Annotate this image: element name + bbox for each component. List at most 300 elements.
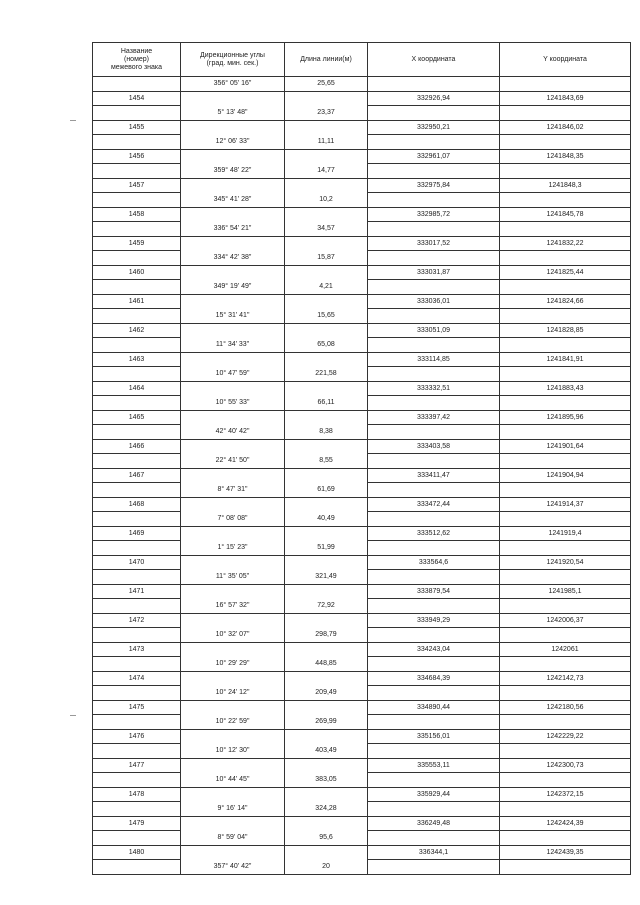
empty-cell bbox=[285, 120, 368, 135]
boundary-coordinates-table bbox=[92, 42, 631, 875]
marker-name: 1458 bbox=[93, 207, 181, 222]
segment-row bbox=[93, 280, 631, 295]
x-coordinate: 334890,44 bbox=[368, 700, 500, 715]
empty-cell bbox=[93, 309, 181, 324]
empty-cell bbox=[285, 613, 368, 628]
header-line-length: Длина линии(м) bbox=[285, 43, 368, 77]
empty-cell bbox=[181, 729, 285, 744]
direction-angle: 334° 42' 38" bbox=[181, 251, 285, 266]
empty-cell bbox=[368, 831, 500, 846]
x-coordinate: 333036,01 bbox=[368, 294, 500, 309]
direction-angle: 15° 31' 41" bbox=[181, 309, 285, 324]
x-coordinate: 335929,44 bbox=[368, 787, 500, 802]
empty-cell bbox=[285, 642, 368, 657]
empty-cell bbox=[285, 410, 368, 425]
marker-name: 1462 bbox=[93, 323, 181, 338]
line-length: 40,49 bbox=[285, 512, 368, 527]
empty-cell bbox=[181, 207, 285, 222]
point-row bbox=[93, 439, 631, 454]
direction-angle: 12° 06' 33" bbox=[181, 135, 285, 150]
empty-cell bbox=[285, 758, 368, 773]
coordinates-sheet bbox=[92, 42, 627, 875]
empty-cell bbox=[368, 367, 500, 382]
y-coordinate: 1241828,85 bbox=[500, 323, 631, 338]
point-row bbox=[93, 323, 631, 338]
segment-row bbox=[93, 454, 631, 469]
empty-cell bbox=[93, 773, 181, 788]
empty-cell bbox=[368, 164, 500, 179]
marker-name: 1468 bbox=[93, 497, 181, 512]
empty-cell bbox=[368, 570, 500, 585]
line-length: 448,85 bbox=[285, 657, 368, 672]
empty-cell bbox=[368, 338, 500, 353]
empty-cell bbox=[368, 106, 500, 121]
line-length: 25,65 bbox=[285, 77, 368, 92]
x-coordinate: 335553,11 bbox=[368, 758, 500, 773]
empty-cell bbox=[181, 497, 285, 512]
marker-name: 1469 bbox=[93, 526, 181, 541]
direction-angle: 9° 16' 14" bbox=[181, 802, 285, 817]
empty-cell bbox=[500, 802, 631, 817]
x-coordinate: 332961,07 bbox=[368, 149, 500, 164]
empty-cell bbox=[500, 309, 631, 324]
marker-name: 1461 bbox=[93, 294, 181, 309]
direction-angle: 349° 19' 49" bbox=[181, 280, 285, 295]
empty-cell bbox=[500, 657, 631, 672]
line-length: 383,05 bbox=[285, 773, 368, 788]
x-coordinate: 333051,09 bbox=[368, 323, 500, 338]
empty-cell bbox=[181, 294, 285, 309]
y-coordinate: 1242300,73 bbox=[500, 758, 631, 773]
line-length: 15,87 bbox=[285, 251, 368, 266]
empty-cell bbox=[285, 468, 368, 483]
header-marker-name: Название (номер) межевого знака bbox=[93, 43, 181, 77]
empty-cell bbox=[368, 599, 500, 614]
line-length: 10,2 bbox=[285, 193, 368, 208]
direction-angle: 5° 13' 48" bbox=[181, 106, 285, 121]
empty-cell bbox=[368, 686, 500, 701]
point-row bbox=[93, 845, 631, 860]
empty-cell bbox=[368, 860, 500, 875]
empty-cell bbox=[93, 657, 181, 672]
empty-cell bbox=[500, 715, 631, 730]
point-row bbox=[93, 642, 631, 657]
empty-cell bbox=[500, 106, 631, 121]
empty-cell bbox=[368, 396, 500, 411]
empty-cell bbox=[285, 700, 368, 715]
empty-cell bbox=[285, 178, 368, 193]
empty-cell bbox=[285, 207, 368, 222]
empty-cell bbox=[500, 541, 631, 556]
empty-cell bbox=[285, 323, 368, 338]
empty-cell bbox=[368, 541, 500, 556]
direction-angle: 336° 54' 21" bbox=[181, 222, 285, 237]
x-coordinate: 333017,52 bbox=[368, 236, 500, 251]
y-coordinate: 1241985,1 bbox=[500, 584, 631, 599]
point-row bbox=[93, 265, 631, 280]
empty-cell bbox=[181, 323, 285, 338]
segment-row bbox=[93, 251, 631, 266]
empty-cell bbox=[500, 396, 631, 411]
direction-angle: 356° 05' 16" bbox=[181, 77, 285, 92]
y-coordinate: 1241919,4 bbox=[500, 526, 631, 541]
empty-cell bbox=[93, 715, 181, 730]
marker-name: 1470 bbox=[93, 555, 181, 570]
empty-cell bbox=[500, 425, 631, 440]
empty-cell bbox=[500, 367, 631, 382]
empty-cell bbox=[93, 541, 181, 556]
direction-angle: 10° 29' 29" bbox=[181, 657, 285, 672]
marker-name: 1454 bbox=[93, 91, 181, 106]
line-length: 72,92 bbox=[285, 599, 368, 614]
empty-cell bbox=[500, 860, 631, 875]
direction-angle: 345° 41' 28" bbox=[181, 193, 285, 208]
empty-cell bbox=[93, 367, 181, 382]
point-row bbox=[93, 671, 631, 686]
point-row bbox=[93, 381, 631, 396]
empty-cell bbox=[368, 135, 500, 150]
direction-angle: 10° 12' 30" bbox=[181, 744, 285, 759]
empty-cell bbox=[93, 251, 181, 266]
table-body bbox=[93, 77, 631, 875]
segment-row bbox=[93, 367, 631, 382]
point-row bbox=[93, 178, 631, 193]
empty-cell bbox=[500, 251, 631, 266]
empty-cell bbox=[285, 584, 368, 599]
empty-cell bbox=[93, 454, 181, 469]
segment-row bbox=[93, 222, 631, 237]
direction-angle: 8° 47' 31" bbox=[181, 483, 285, 498]
empty-cell bbox=[285, 787, 368, 802]
segment-row bbox=[93, 396, 631, 411]
empty-cell bbox=[500, 628, 631, 643]
point-row bbox=[93, 294, 631, 309]
empty-cell bbox=[93, 802, 181, 817]
empty-cell bbox=[181, 584, 285, 599]
scan-mark bbox=[70, 120, 76, 121]
direction-angle: 1° 15' 23" bbox=[181, 541, 285, 556]
line-length: 269,99 bbox=[285, 715, 368, 730]
y-coordinate: 1241848,35 bbox=[500, 149, 631, 164]
empty-cell bbox=[181, 265, 285, 280]
direction-angle: 16° 57' 32" bbox=[181, 599, 285, 614]
empty-cell bbox=[93, 686, 181, 701]
direction-angle: 10° 24' 12" bbox=[181, 686, 285, 701]
scan-mark bbox=[70, 715, 76, 716]
line-length: 298,79 bbox=[285, 628, 368, 643]
x-coordinate: 333397,42 bbox=[368, 410, 500, 425]
line-length: 51,99 bbox=[285, 541, 368, 556]
y-coordinate: 1242061 bbox=[500, 642, 631, 657]
empty-cell bbox=[368, 483, 500, 498]
y-coordinate: 1242006,37 bbox=[500, 613, 631, 628]
empty-cell bbox=[285, 439, 368, 454]
marker-name: 1463 bbox=[93, 352, 181, 367]
direction-angle: 8° 59' 04" bbox=[181, 831, 285, 846]
point-row bbox=[93, 352, 631, 367]
direction-angle: 22° 41' 50" bbox=[181, 454, 285, 469]
empty-cell bbox=[181, 555, 285, 570]
table-header-row bbox=[93, 43, 631, 77]
segment-row bbox=[93, 657, 631, 672]
direction-angle: 10° 32' 07" bbox=[181, 628, 285, 643]
y-coordinate: 1241920,54 bbox=[500, 555, 631, 570]
y-coordinate: 1241824,66 bbox=[500, 294, 631, 309]
point-row bbox=[93, 700, 631, 715]
marker-name: 1480 bbox=[93, 845, 181, 860]
segment-row bbox=[93, 715, 631, 730]
direction-angle: 10° 44' 45" bbox=[181, 773, 285, 788]
x-coordinate: 332975,84 bbox=[368, 178, 500, 193]
point-row bbox=[93, 816, 631, 831]
empty-cell bbox=[368, 77, 500, 92]
marker-name: 1460 bbox=[93, 265, 181, 280]
empty-cell bbox=[368, 744, 500, 759]
x-coordinate: 333879,54 bbox=[368, 584, 500, 599]
empty-cell bbox=[181, 671, 285, 686]
x-coordinate: 333949,29 bbox=[368, 613, 500, 628]
empty-cell bbox=[285, 555, 368, 570]
empty-cell bbox=[368, 280, 500, 295]
direction-angle: 357° 40' 42" bbox=[181, 860, 285, 875]
empty-cell bbox=[181, 149, 285, 164]
marker-name: 1456 bbox=[93, 149, 181, 164]
empty-cell bbox=[368, 802, 500, 817]
y-coordinate: 1242229,22 bbox=[500, 729, 631, 744]
segment-row bbox=[93, 570, 631, 585]
header-x-coordinate: X координата bbox=[368, 43, 500, 77]
line-length: 403,49 bbox=[285, 744, 368, 759]
empty-cell bbox=[181, 468, 285, 483]
empty-cell bbox=[93, 831, 181, 846]
segment-row bbox=[93, 164, 631, 179]
empty-cell bbox=[500, 570, 631, 585]
empty-cell bbox=[500, 193, 631, 208]
empty-cell bbox=[285, 381, 368, 396]
empty-cell bbox=[181, 381, 285, 396]
y-coordinate: 1242372,15 bbox=[500, 787, 631, 802]
empty-cell bbox=[285, 816, 368, 831]
empty-cell bbox=[181, 526, 285, 541]
line-length: 95,6 bbox=[285, 831, 368, 846]
direction-angle: 7° 08' 08" bbox=[181, 512, 285, 527]
direction-angle: 359° 48' 22" bbox=[181, 164, 285, 179]
line-length: 61,69 bbox=[285, 483, 368, 498]
empty-cell bbox=[500, 338, 631, 353]
point-row bbox=[93, 410, 631, 425]
segment-row bbox=[93, 744, 631, 759]
empty-cell bbox=[93, 599, 181, 614]
marker-name: 1459 bbox=[93, 236, 181, 251]
empty-cell bbox=[500, 483, 631, 498]
line-length: 11,11 bbox=[285, 135, 368, 150]
point-row bbox=[93, 526, 631, 541]
empty-cell bbox=[181, 845, 285, 860]
empty-cell bbox=[368, 193, 500, 208]
empty-cell bbox=[500, 77, 631, 92]
line-length: 8,38 bbox=[285, 425, 368, 440]
empty-cell bbox=[285, 352, 368, 367]
empty-cell bbox=[93, 164, 181, 179]
y-coordinate: 1241901,64 bbox=[500, 439, 631, 454]
y-coordinate: 1241895,96 bbox=[500, 410, 631, 425]
empty-cell bbox=[368, 222, 500, 237]
empty-cell bbox=[181, 178, 285, 193]
empty-cell bbox=[181, 352, 285, 367]
segment-row bbox=[93, 686, 631, 701]
marker-name: 1474 bbox=[93, 671, 181, 686]
empty-cell bbox=[500, 744, 631, 759]
empty-cell bbox=[93, 425, 181, 440]
y-coordinate: 1241846,02 bbox=[500, 120, 631, 135]
empty-cell bbox=[500, 512, 631, 527]
empty-cell bbox=[285, 294, 368, 309]
segment-row bbox=[93, 628, 631, 643]
direction-angle: 10° 47' 59" bbox=[181, 367, 285, 382]
empty-cell bbox=[368, 251, 500, 266]
x-coordinate: 333512,62 bbox=[368, 526, 500, 541]
segment-row bbox=[93, 483, 631, 498]
empty-cell bbox=[93, 222, 181, 237]
segment-row bbox=[93, 512, 631, 527]
point-row bbox=[93, 497, 631, 512]
y-coordinate: 1242142,73 bbox=[500, 671, 631, 686]
segment-row bbox=[93, 135, 631, 150]
empty-cell bbox=[181, 613, 285, 628]
line-length: 14,77 bbox=[285, 164, 368, 179]
point-row bbox=[93, 613, 631, 628]
empty-cell bbox=[368, 628, 500, 643]
y-coordinate: 1242439,35 bbox=[500, 845, 631, 860]
direction-angle: 42° 40' 42" bbox=[181, 425, 285, 440]
line-length: 66,11 bbox=[285, 396, 368, 411]
x-coordinate: 334243,04 bbox=[368, 642, 500, 657]
line-length: 34,57 bbox=[285, 222, 368, 237]
point-row bbox=[93, 468, 631, 483]
marker-name: 1472 bbox=[93, 613, 181, 628]
empty-cell bbox=[181, 758, 285, 773]
x-coordinate: 332926,94 bbox=[368, 91, 500, 106]
empty-cell bbox=[181, 816, 285, 831]
y-coordinate: 1241883,43 bbox=[500, 381, 631, 396]
point-row bbox=[93, 207, 631, 222]
empty-cell bbox=[93, 77, 181, 92]
x-coordinate: 333332,51 bbox=[368, 381, 500, 396]
y-coordinate: 1241845,78 bbox=[500, 207, 631, 222]
segment-row bbox=[93, 831, 631, 846]
empty-cell bbox=[368, 773, 500, 788]
segment-row bbox=[93, 599, 631, 614]
empty-cell bbox=[285, 497, 368, 512]
empty-cell bbox=[93, 338, 181, 353]
empty-cell bbox=[285, 91, 368, 106]
empty-cell bbox=[93, 570, 181, 585]
line-length: 15,65 bbox=[285, 309, 368, 324]
segment-row bbox=[93, 106, 631, 121]
marker-name: 1475 bbox=[93, 700, 181, 715]
line-length: 20 bbox=[285, 860, 368, 875]
x-coordinate: 333564,6 bbox=[368, 555, 500, 570]
direction-angle: 10° 55' 33" bbox=[181, 396, 285, 411]
empty-cell bbox=[181, 439, 285, 454]
line-length: 23,37 bbox=[285, 106, 368, 121]
segment-row bbox=[93, 338, 631, 353]
segment-row bbox=[93, 309, 631, 324]
y-coordinate: 1242424,39 bbox=[500, 816, 631, 831]
marker-name: 1478 bbox=[93, 787, 181, 802]
line-length: 4,21 bbox=[285, 280, 368, 295]
empty-cell bbox=[500, 831, 631, 846]
empty-cell bbox=[181, 700, 285, 715]
x-coordinate: 336249,48 bbox=[368, 816, 500, 831]
x-coordinate: 333472,44 bbox=[368, 497, 500, 512]
marker-name: 1476 bbox=[93, 729, 181, 744]
y-coordinate: 1242180,56 bbox=[500, 700, 631, 715]
empty-cell bbox=[500, 135, 631, 150]
x-coordinate: 333403,58 bbox=[368, 439, 500, 454]
empty-cell bbox=[93, 512, 181, 527]
empty-cell bbox=[93, 135, 181, 150]
x-coordinate: 332985,72 bbox=[368, 207, 500, 222]
segment-row bbox=[93, 773, 631, 788]
line-length: 321,49 bbox=[285, 570, 368, 585]
empty-cell bbox=[500, 454, 631, 469]
x-coordinate: 333411,47 bbox=[368, 468, 500, 483]
empty-cell bbox=[181, 787, 285, 802]
empty-cell bbox=[285, 845, 368, 860]
y-coordinate: 1241843,69 bbox=[500, 91, 631, 106]
direction-angle: 11° 35' 05" bbox=[181, 570, 285, 585]
line-length: 65,08 bbox=[285, 338, 368, 353]
empty-cell bbox=[368, 309, 500, 324]
marker-name: 1465 bbox=[93, 410, 181, 425]
x-coordinate: 336344,1 bbox=[368, 845, 500, 860]
empty-cell bbox=[368, 512, 500, 527]
segment-row bbox=[93, 802, 631, 817]
empty-cell bbox=[500, 599, 631, 614]
y-coordinate: 1241841,91 bbox=[500, 352, 631, 367]
header-direction-angle: Дирекционные углы (град. мин. сек.) bbox=[181, 43, 285, 77]
empty-cell bbox=[181, 642, 285, 657]
empty-cell bbox=[285, 236, 368, 251]
x-coordinate: 334684,39 bbox=[368, 671, 500, 686]
empty-cell bbox=[500, 280, 631, 295]
segment-row bbox=[93, 77, 631, 92]
marker-name: 1457 bbox=[93, 178, 181, 193]
empty-cell bbox=[285, 149, 368, 164]
empty-cell bbox=[93, 193, 181, 208]
segment-row bbox=[93, 860, 631, 875]
marker-name: 1479 bbox=[93, 816, 181, 831]
empty-cell bbox=[368, 657, 500, 672]
line-length: 324,28 bbox=[285, 802, 368, 817]
empty-cell bbox=[93, 396, 181, 411]
x-coordinate: 333114,85 bbox=[368, 352, 500, 367]
empty-cell bbox=[181, 120, 285, 135]
y-coordinate: 1241825,44 bbox=[500, 265, 631, 280]
marker-name: 1471 bbox=[93, 584, 181, 599]
marker-name: 1477 bbox=[93, 758, 181, 773]
empty-cell bbox=[500, 773, 631, 788]
empty-cell bbox=[93, 106, 181, 121]
line-length: 221,58 bbox=[285, 367, 368, 382]
empty-cell bbox=[368, 454, 500, 469]
point-row bbox=[93, 555, 631, 570]
point-row bbox=[93, 91, 631, 106]
x-coordinate: 335156,01 bbox=[368, 729, 500, 744]
empty-cell bbox=[93, 280, 181, 295]
segment-row bbox=[93, 541, 631, 556]
